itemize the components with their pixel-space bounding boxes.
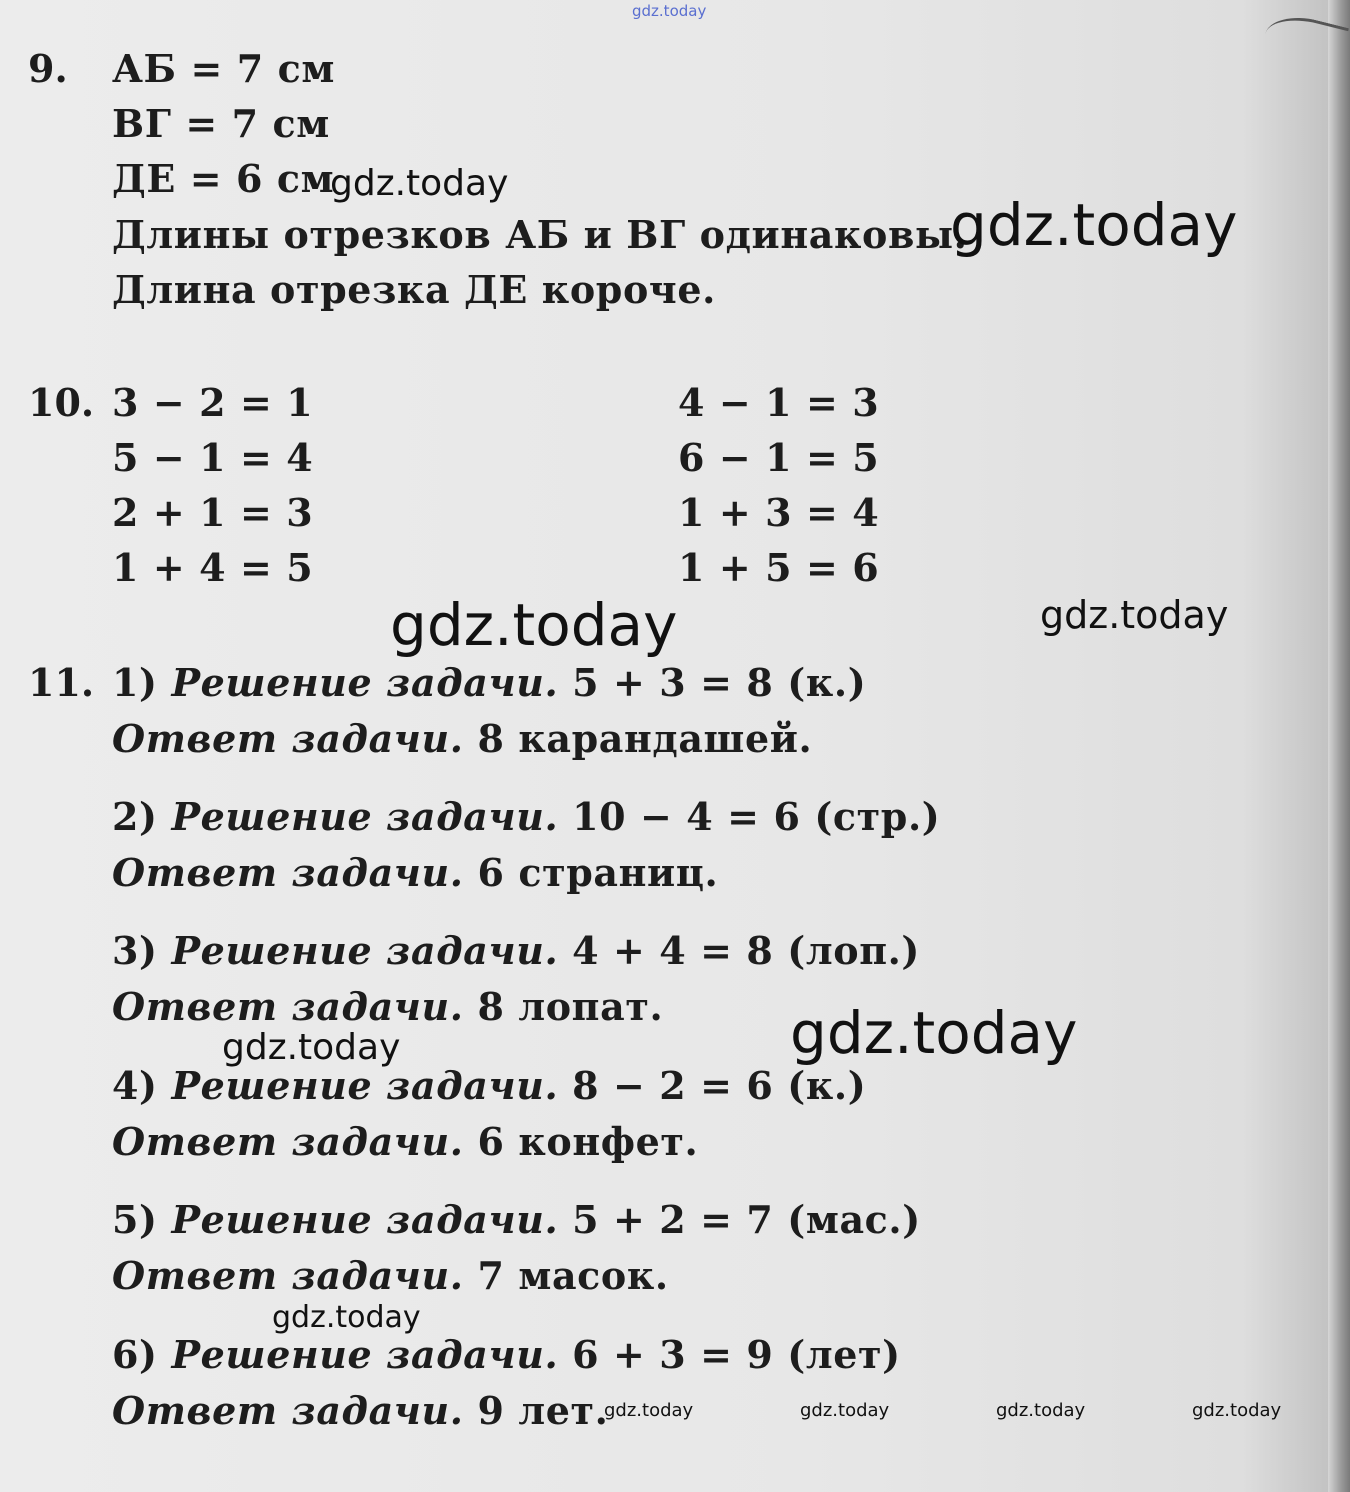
task-10-right-1: 4 − 1 = 3 (678, 380, 880, 425)
watermark: gdz.today (800, 1400, 890, 1421)
task-11-item-3-answer (112, 984, 664, 1029)
answer-value: 8 лопат. (477, 984, 664, 1029)
item-number: 2) (112, 794, 158, 839)
solution-value: 4 + 4 = 8 (лоп.) (572, 928, 921, 973)
watermark: gdz.today (272, 1300, 421, 1335)
item-number: 5) (112, 1197, 158, 1242)
task-9-line-2: ВГ = 7 см (112, 101, 330, 146)
solution-label: Решение задачи. (171, 1197, 559, 1242)
item-number: 6) (112, 1332, 158, 1377)
answer-label: Ответ задачи. (112, 1253, 464, 1298)
task-11-item-2-answer (112, 850, 719, 895)
task-11-item-2-solution (112, 794, 941, 839)
watermark: gdz.today (1192, 1400, 1282, 1421)
solution-value: 5 + 3 = 8 (к.) (572, 660, 867, 705)
task-11-item-4-solution (112, 1063, 867, 1108)
watermark: gdz.today (330, 163, 509, 204)
solution-value: 6 + 3 = 9 (лет) (572, 1332, 901, 1377)
solution-label: Решение задачи. (171, 928, 559, 973)
solution-label: Решение задачи. (171, 660, 559, 705)
answer-label: Ответ задачи. (112, 1119, 464, 1164)
watermark: gdz.today (996, 1400, 1086, 1421)
task-9-line-5: Длина отрезка ДЕ короче. (112, 267, 716, 312)
task-11-item-6-answer (112, 1388, 609, 1433)
page-edge-shadow (1328, 0, 1350, 1492)
task-9-line-3: ДЕ = 6 см (112, 156, 335, 201)
solution-value: 5 + 2 = 7 (мас.) (572, 1197, 921, 1242)
watermark: gdz.today (390, 591, 678, 659)
task-11-item-5-answer (112, 1253, 669, 1298)
task-11-item-5-solution (112, 1197, 921, 1242)
answer-label: Ответ задачи. (112, 850, 464, 895)
answer-label: Ответ задачи. (112, 716, 464, 761)
task-9-line-1: АБ = 7 см (112, 46, 335, 91)
watermark: gdz.today (790, 999, 1078, 1067)
task-11-item-3-solution (112, 928, 921, 973)
answer-value: 8 карандашей. (477, 716, 813, 761)
task-10-number: 10. (28, 380, 95, 425)
answer-label: Ответ задачи. (112, 1388, 464, 1433)
task-11-item-4-answer (112, 1119, 699, 1164)
task-10-left-1: 3 − 2 = 1 (112, 380, 314, 425)
task-11-number: 11. (28, 660, 95, 705)
task-10-left-4: 1 + 4 = 5 (112, 545, 314, 590)
solution-value: 8 − 2 = 6 (к.) (572, 1063, 867, 1108)
task-10-right-4: 1 + 5 = 6 (678, 545, 880, 590)
solution-label: Решение задачи. (171, 1332, 559, 1377)
top-watermark: gdz.today (632, 2, 707, 20)
answer-label: Ответ задачи. (112, 984, 464, 1029)
task-10-left-3: 2 + 1 = 3 (112, 490, 314, 535)
answer-value: 6 конфет. (477, 1119, 699, 1164)
task-11-item-1-solution (112, 660, 867, 705)
answer-value: 7 масок. (477, 1253, 669, 1298)
task-9-number: 9. (28, 46, 68, 91)
task-9-line-4: Длины отрезков АБ и ВГ одинаковы. (112, 212, 968, 257)
task-10-left-2: 5 − 1 = 4 (112, 435, 314, 480)
watermark: gdz.today (604, 1400, 694, 1421)
task-10-right-2: 6 − 1 = 5 (678, 435, 880, 480)
item-number: 3) (112, 928, 158, 973)
task-11-item-6-solution (112, 1332, 901, 1377)
answer-value: 6 страниц. (477, 850, 719, 895)
solution-label: Решение задачи. (171, 794, 559, 839)
task-11-item-1-answer (112, 716, 813, 761)
watermark: gdz.today (222, 1027, 401, 1068)
item-number: 4) (112, 1063, 158, 1108)
watermark: gdz.today (950, 191, 1238, 259)
watermark: gdz.today (1040, 593, 1229, 637)
answer-value: 9 лет. (477, 1388, 609, 1433)
item-number: 1) (112, 660, 158, 705)
task-10-right-3: 1 + 3 = 4 (678, 490, 880, 535)
solution-label: Решение задачи. (171, 1063, 559, 1108)
solution-value: 10 − 4 = 6 (стр.) (572, 794, 941, 839)
